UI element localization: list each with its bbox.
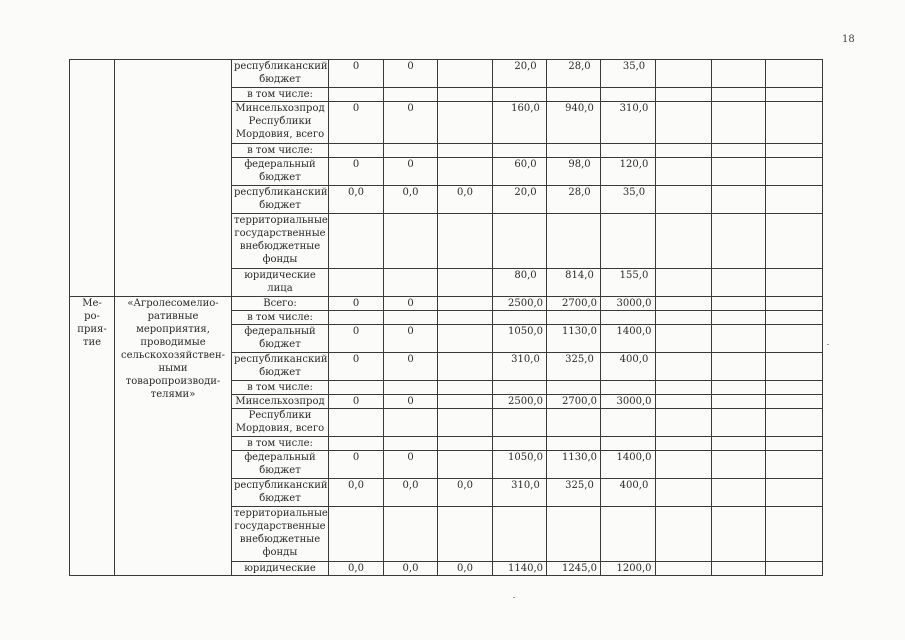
value-cell: [493, 437, 547, 451]
value-cell: [493, 381, 547, 395]
value-cell: 0: [384, 353, 438, 381]
value-cell: 2700,0: [547, 297, 601, 311]
value-cell: 325,0: [547, 479, 601, 507]
value-cell: [438, 325, 493, 353]
funding-source-cell: территориальные государственные внебюджетные фонды: [232, 507, 329, 562]
value-cell: [547, 214, 601, 269]
value-cell: 1130,0: [547, 325, 601, 353]
value-cell: 0,0: [438, 562, 493, 576]
value-cell: [712, 507, 766, 562]
value-cell: [438, 144, 493, 158]
value-cell: 325,0: [547, 353, 601, 381]
value-cell: [438, 269, 493, 297]
value-cell: 0: [329, 395, 384, 409]
value-cell: 20,0: [493, 186, 547, 214]
value-cell: [329, 311, 384, 325]
value-cell: [438, 507, 493, 562]
value-cell: [712, 409, 766, 437]
value-cell: [766, 60, 823, 88]
value-cell: [329, 437, 384, 451]
table-row: [70, 297, 823, 311]
value-cell: 1400,0: [601, 451, 656, 479]
value-cell: [547, 409, 601, 437]
value-cell: 0,0: [329, 562, 384, 576]
value-cell: 1200,0: [601, 562, 656, 576]
value-cell: [656, 325, 712, 353]
value-cell: [329, 144, 384, 158]
value-cell: 0: [384, 451, 438, 479]
value-cell: [766, 144, 823, 158]
value-cell: 1245,0: [547, 562, 601, 576]
funding-source-cell: федеральный бюджет: [232, 158, 329, 186]
value-cell: [656, 297, 712, 311]
value-cell: [656, 60, 712, 88]
value-cell: [766, 158, 823, 186]
value-cell: 400,0: [601, 353, 656, 381]
value-cell: 814,0: [547, 269, 601, 297]
value-cell: [712, 297, 766, 311]
value-cell: 0,0: [384, 186, 438, 214]
value-cell: [766, 409, 823, 437]
value-cell: [656, 395, 712, 409]
value-cell: 0,0: [384, 562, 438, 576]
funding-source-cell: республиканский бюджет: [232, 353, 329, 381]
funding-source-cell: республиканский бюджет: [232, 479, 329, 507]
value-cell: 0: [329, 60, 384, 88]
value-cell: [712, 102, 766, 144]
value-cell: [601, 311, 656, 325]
value-cell: 1400,0: [601, 325, 656, 353]
value-cell: [601, 214, 656, 269]
value-cell: [656, 214, 712, 269]
value-cell: 0: [384, 325, 438, 353]
value-cell: 400,0: [601, 479, 656, 507]
table-row: [70, 60, 823, 88]
value-cell: [712, 451, 766, 479]
value-cell: 60,0: [493, 158, 547, 186]
value-cell: [712, 158, 766, 186]
value-cell: 3000,0: [601, 297, 656, 311]
value-cell: [384, 381, 438, 395]
value-cell: [547, 507, 601, 562]
value-cell: [493, 144, 547, 158]
value-cell: [493, 88, 547, 102]
value-cell: 1140,0: [493, 562, 547, 576]
funding-source-cell: в том числе:: [232, 311, 329, 325]
scan-speck: [513, 597, 515, 598]
value-cell: 0,0: [384, 479, 438, 507]
funding-source-cell: в том числе:: [232, 144, 329, 158]
value-cell: [712, 562, 766, 576]
value-cell: [329, 269, 384, 297]
funding-source-cell: федеральный бюджет: [232, 325, 329, 353]
funding-source-cell: федеральный бюджет: [232, 451, 329, 479]
budget-table: [69, 59, 823, 576]
value-cell: [547, 437, 601, 451]
value-cell: 28,0: [547, 186, 601, 214]
funding-source-cell: юридические лица: [232, 269, 329, 297]
funding-source-cell: юридические: [232, 562, 329, 576]
funding-source-cell: в том числе:: [232, 88, 329, 102]
value-cell: [438, 297, 493, 311]
value-cell: [493, 311, 547, 325]
value-cell: [384, 507, 438, 562]
value-cell: [547, 381, 601, 395]
value-cell: [384, 144, 438, 158]
value-cell: [601, 409, 656, 437]
value-cell: [656, 479, 712, 507]
value-cell: [766, 214, 823, 269]
value-cell: [547, 311, 601, 325]
value-cell: 80,0: [493, 269, 547, 297]
value-cell: 35,0: [601, 60, 656, 88]
value-cell: 1050,0: [493, 325, 547, 353]
value-cell: [656, 353, 712, 381]
value-cell: 155,0: [601, 269, 656, 297]
value-cell: [712, 269, 766, 297]
value-cell: [656, 269, 712, 297]
value-cell: [766, 186, 823, 214]
value-cell: 28,0: [547, 60, 601, 88]
value-cell: 120,0: [601, 158, 656, 186]
value-cell: [601, 507, 656, 562]
value-cell: 0: [384, 395, 438, 409]
value-cell: [438, 395, 493, 409]
value-cell: [438, 381, 493, 395]
value-cell: [547, 88, 601, 102]
value-cell: [712, 479, 766, 507]
value-cell: [384, 437, 438, 451]
value-cell: [438, 158, 493, 186]
value-cell: [766, 297, 823, 311]
value-cell: 0,0: [329, 479, 384, 507]
funding-source-cell: в том числе:: [232, 437, 329, 451]
value-cell: 98,0: [547, 158, 601, 186]
value-cell: 0,0: [438, 479, 493, 507]
value-cell: [712, 325, 766, 353]
value-cell: [438, 60, 493, 88]
value-cell: [656, 562, 712, 576]
value-cell: 1050,0: [493, 451, 547, 479]
empty-name-cell: [115, 60, 232, 297]
value-cell: [384, 311, 438, 325]
value-cell: [712, 144, 766, 158]
value-cell: [601, 144, 656, 158]
value-cell: [766, 451, 823, 479]
value-cell: [384, 214, 438, 269]
value-cell: 2700,0: [547, 395, 601, 409]
value-cell: [712, 311, 766, 325]
value-cell: 0: [384, 60, 438, 88]
value-cell: 940,0: [547, 102, 601, 144]
value-cell: [329, 507, 384, 562]
value-cell: [656, 381, 712, 395]
funding-source-cell: территориальные государственные внебюджетные фонды: [232, 214, 329, 269]
value-cell: [438, 409, 493, 437]
value-cell: 0: [384, 158, 438, 186]
value-cell: [493, 214, 547, 269]
value-cell: 20,0: [493, 60, 547, 88]
value-cell: [384, 88, 438, 102]
value-cell: 0,0: [329, 186, 384, 214]
value-cell: [766, 562, 823, 576]
value-cell: [438, 451, 493, 479]
value-cell: [766, 88, 823, 102]
value-cell: 35,0: [601, 186, 656, 214]
value-cell: 0: [329, 102, 384, 144]
value-cell: 160,0: [493, 102, 547, 144]
value-cell: [656, 158, 712, 186]
value-cell: [712, 437, 766, 451]
value-cell: [712, 214, 766, 269]
value-cell: 310,0: [493, 353, 547, 381]
value-cell: [438, 102, 493, 144]
value-cell: [712, 381, 766, 395]
value-cell: 0: [384, 102, 438, 144]
value-cell: [384, 269, 438, 297]
value-cell: [656, 311, 712, 325]
value-cell: 310,0: [493, 479, 547, 507]
value-cell: [329, 381, 384, 395]
value-cell: [656, 437, 712, 451]
value-cell: [712, 186, 766, 214]
scan-speck: [827, 344, 829, 345]
value-cell: [656, 144, 712, 158]
value-cell: 0: [329, 451, 384, 479]
value-cell: [656, 186, 712, 214]
value-cell: [766, 479, 823, 507]
value-cell: [766, 102, 823, 144]
value-cell: [656, 409, 712, 437]
value-cell: [712, 353, 766, 381]
value-cell: [766, 381, 823, 395]
value-cell: [766, 507, 823, 562]
value-cell: [766, 269, 823, 297]
value-cell: [656, 88, 712, 102]
value-cell: [712, 395, 766, 409]
value-cell: [766, 325, 823, 353]
value-cell: [329, 88, 384, 102]
empty-type-cell: [70, 60, 115, 297]
value-cell: [329, 409, 384, 437]
funding-source-cell: республиканский бюджет: [232, 60, 329, 88]
value-cell: 310,0: [601, 102, 656, 144]
funding-source-cell: республиканский бюджет: [232, 186, 329, 214]
value-cell: 0: [329, 325, 384, 353]
value-cell: 1130,0: [547, 451, 601, 479]
funding-source-cell: Всего:: [232, 297, 329, 311]
funding-source-cell: в том числе:: [232, 381, 329, 395]
value-cell: 0,0: [438, 186, 493, 214]
value-cell: [601, 381, 656, 395]
value-cell: [384, 409, 438, 437]
value-cell: [766, 353, 823, 381]
value-cell: [329, 214, 384, 269]
value-cell: [656, 507, 712, 562]
value-cell: 2500,0: [493, 297, 547, 311]
value-cell: [438, 437, 493, 451]
value-cell: [438, 88, 493, 102]
value-cell: 0: [329, 353, 384, 381]
value-cell: [766, 395, 823, 409]
measure-type-cell: Ме- ро- прия- тие: [70, 297, 115, 576]
value-cell: [493, 507, 547, 562]
value-cell: [438, 353, 493, 381]
value-cell: [766, 437, 823, 451]
value-cell: 0: [329, 158, 384, 186]
value-cell: 0: [384, 297, 438, 311]
funding-source-cell: Республики Мордовия, всего: [232, 409, 329, 437]
value-cell: [712, 60, 766, 88]
measure-name-cell: «Агролесомелио- ративные мероприятия, проводимые сельскохозяйствен- ными товаропроизводи- телями»: [115, 297, 232, 576]
value-cell: [656, 102, 712, 144]
funding-source-cell: Минсельхозпрод Республики Мордовия, всего: [232, 102, 329, 144]
value-cell: [601, 437, 656, 451]
value-cell: [766, 311, 823, 325]
value-cell: [712, 88, 766, 102]
value-cell: [547, 144, 601, 158]
value-cell: 3000,0: [601, 395, 656, 409]
value-cell: [438, 311, 493, 325]
value-cell: [493, 409, 547, 437]
value-cell: [656, 451, 712, 479]
page-number: 18: [842, 34, 855, 45]
value-cell: [601, 88, 656, 102]
value-cell: 0: [329, 297, 384, 311]
funding-source-cell: Минсельхозпрод: [232, 395, 329, 409]
value-cell: 2500,0: [493, 395, 547, 409]
value-cell: [438, 214, 493, 269]
